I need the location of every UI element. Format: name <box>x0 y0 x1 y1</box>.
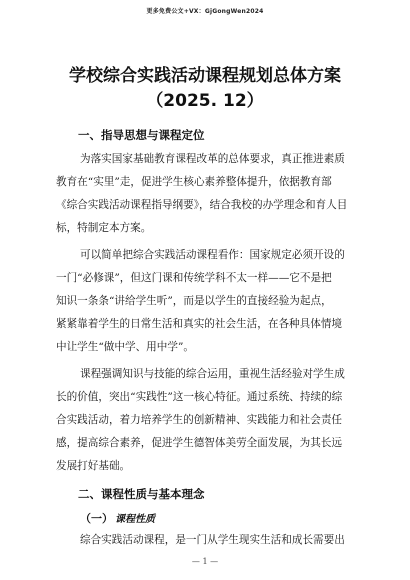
section-heading-1: 一、指导思想与课程定位 <box>78 128 205 142</box>
page-number: — 1 — <box>191 557 219 566</box>
sub-heading-1 <box>80 510 155 526</box>
paragraph-line: 紧紧靠着学生的日常生活和真实的社会生活，在各种具体情境 <box>56 318 343 330</box>
paragraph-line: 发展打好基础。 <box>56 460 131 472</box>
paragraph-line: 标，特制定本方案。 <box>56 222 152 234</box>
sub-heading-label: 课程性质 <box>115 514 155 525</box>
paragraph-line: 中让学生“做中学、用中学”。 <box>56 341 194 353</box>
document-title: 学校综合实践活动课程规划总体方案 <box>69 66 341 86</box>
section-heading-2: 二、课程性质与基本理念 <box>78 487 205 501</box>
paragraph-line: 课程强调知识与技能的综合运用，重视生活经验对学生成 <box>80 368 345 380</box>
paragraph-line: 合实践活动，着力培养学生的创新精神、实践能力和社会责任 <box>56 414 343 426</box>
paragraph-line: 感，提高综合素养，促进学生德智体美劳全面发展，为其长远 <box>56 437 343 449</box>
sub-heading-prefix: （一） <box>80 512 113 525</box>
paragraph-line: 教育在“实里”走，促进学生核心素养整体提升，依据教育部 <box>56 176 332 188</box>
paragraph-line: 综合实践活动课程，是一门从学生现实生活和成长需要出 <box>80 534 345 546</box>
paragraph-line: 为落实国家基础教育课程改革的总体要求，真正推进素质 <box>80 153 345 165</box>
paragraph-line: 一门“必修课”，但这门课和传统学科不太一样——它不是把 <box>56 272 332 284</box>
paragraph-line: 知识一条条“讲给学生听”，而是以学生的直接经验为起点， <box>56 295 332 307</box>
header-watermark: 更多免费公文+VX：GjGongWen2024 <box>146 8 264 15</box>
document-date: （2025. 12） <box>146 91 264 111</box>
paragraph-line: 《综合实践活动课程指导纲要》，结合我校的办学理念和育人目 <box>56 199 348 211</box>
paragraph-line: 可以简单把综合实践活动课程看作：国家规定必须开设的 <box>80 249 345 261</box>
paragraph-line: 长的价值，突出“实践性”这一核心特征。通过系统、持续的综 <box>56 391 343 403</box>
